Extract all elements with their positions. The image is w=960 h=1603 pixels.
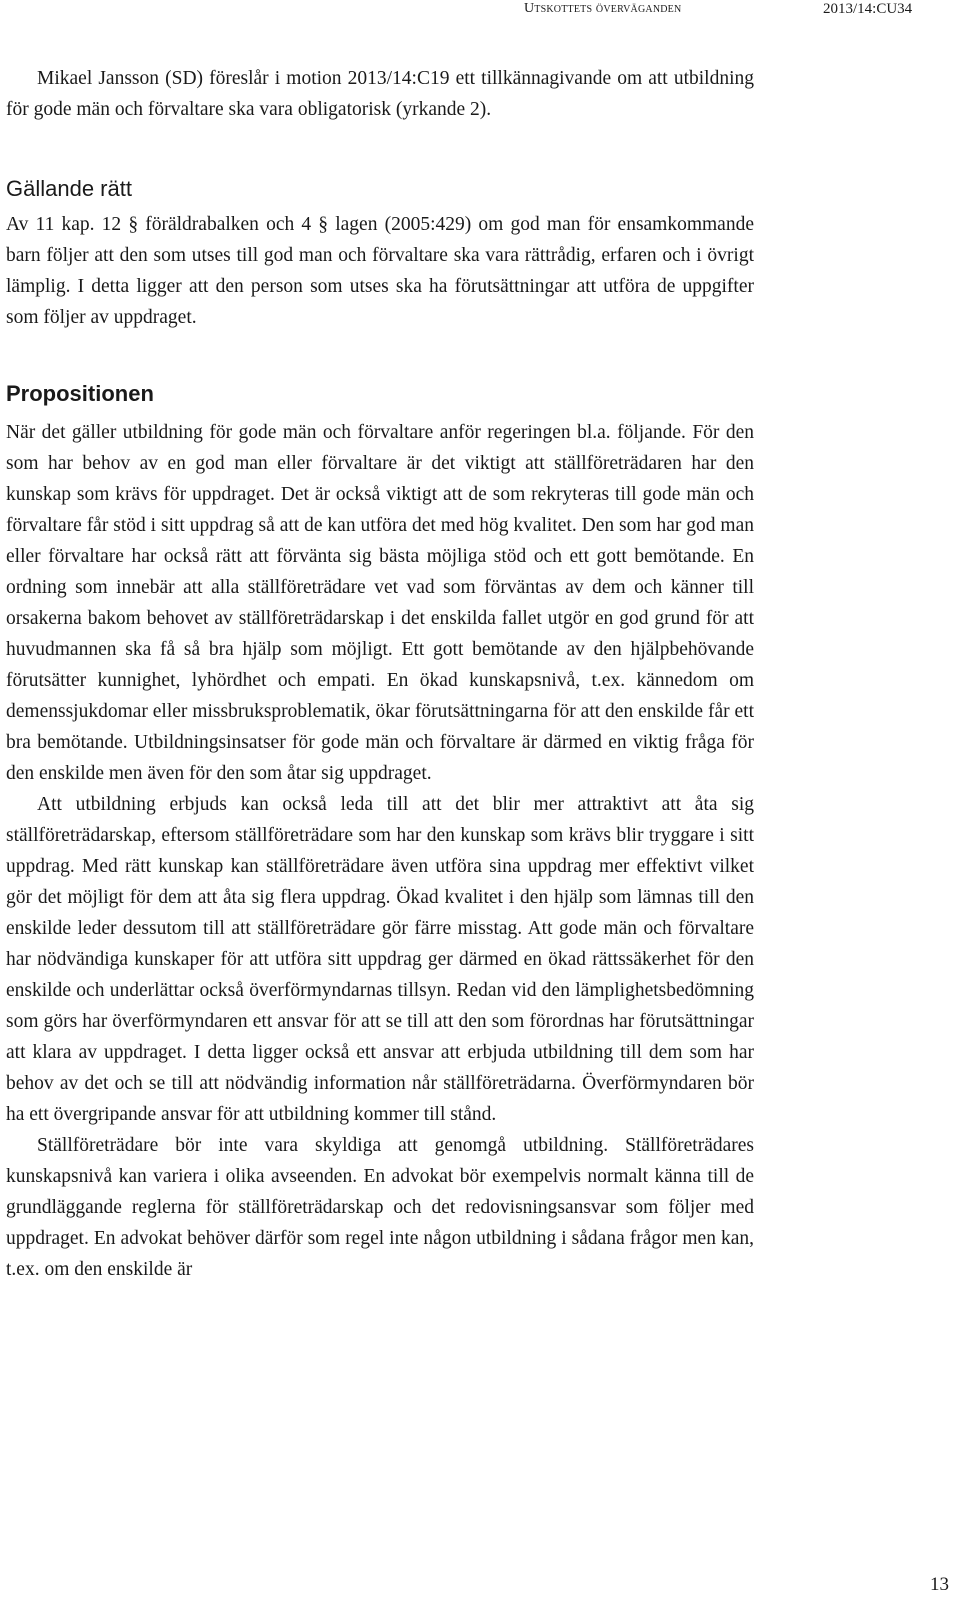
page-number: 13 bbox=[930, 1574, 949, 1595]
propositionen-paragraph-3: Ställföreträdare bör inte vara skyldiga att genomgå utbildning. Ställföreträdares kunskapsnivå kan variera i olika avseenden. En advokat bör exempelvis normalt känna till de grundläggande reglerna för ställföreträdarskap och det redovisningsansvar som följer med uppdraget. En advokat behöver därför som regel inte någon utbildning i sådana frågor men kan, t.ex. om den enskilde är bbox=[6, 1135, 754, 1280]
motion-paragraph: Mikael Jansson (SD) föreslår i motion 2013/14:C19 ett tillkännagivande om att utbildning för gode män och förvaltare ska vara obligatorisk (yrkande 2). bbox=[6, 68, 754, 120]
section-title: Utskottets överväganden bbox=[524, 1, 682, 16]
gallande-ratt-paragraph: Av 11 kap. 12 § föräldrabalken och 4 § lagen (2005:429) om god man för ensamkommande barn följer att den som utses till god man och förvaltare ska vara rättrådig, erfaren och i övrigt lämplig. I detta ligger att den person som utses ska ha förutsättningar att utföra de uppgifter som följer av uppdraget. bbox=[6, 214, 754, 328]
document-reference: 2013/14:CU34 bbox=[823, 1, 913, 17]
section-heading-propositionen: Propositionen bbox=[6, 381, 154, 406]
propositionen-paragraph-2: Att utbildning erbjuds kan också leda till att det blir mer attraktivt att åta sig ställföreträdarskap, eftersom ställföreträdare som har den kunskap som krävs blir tryggare i sitt uppdrag. Med rätt kunskap kan ställföreträdare även utföra sina uppdrag mer effektivt vilket gör det möjligt för dem att åta sig flera uppdrag. Ökad kvalitet i den hjälp som lämnas till den enskilde leder dessutom till att ställföreträdare gör färre misstag. Att gode män och förvaltare har nödvändiga kunskaper för att utföra sitt uppdrag ger därmed en ökad rättssäkerhet för den enskilde och underlättar också överförmyndarnas tillsyn. Redan vid den lämplighetsbedömning som görs har överförmyndaren ett ansvar för att se till att den som förordnas har förutsättningar att klara av uppdraget. I detta ligger också ett ansvar att erbjuda utbildning till dem som har behov av det och se till att nödvändig information når ställföreträdarna. Överförmyndaren bör ha ett övergripande ansvar för att utbildning kommer till stånd. bbox=[6, 794, 754, 1125]
propositionen-paragraph-1: När det gäller utbildning för gode män och förvaltare anför regeringen bl.a. följande. För den som har behov av en god man eller förvaltare är det viktigt att ställföreträdaren har den kunskap som krävs för uppdraget. Det är också viktigt att de som rekryteras till gode män och förvaltare får stöd i sitt uppdrag så att de kan utföra det med hög kvalitet. Den som har god man eller förvaltare har också rätt att förvänta sig bästa möjliga stöd och ett gott bemötande. En ordning som innebär att alla ställföreträdare vet vad som förväntas av dem och känner till orsakerna bakom behovet av ställföreträdarskap i det enskilda fallet utgör en god grund för att huvudmannen ska få så bra hjälp som möjligt. Ett gott bemötande av den hjälpbehövande förutsätter kunnighet, lyhördhet och empati. En ökad kunskapsnivå, t.ex. kännedom om demenssjukdomar eller missbruksproblematik, ökar förutsättningarna för att den enskilde får ett bra bemötande. Utbildningsinsatser för gode män och förvaltare är därmed en viktig fråga för den enskilde men även för den som åtar sig uppdraget. bbox=[6, 422, 754, 784]
section-heading-gallande-ratt: Gällande rätt bbox=[6, 176, 132, 201]
document-body bbox=[6, 63, 754, 1285]
running-header bbox=[0, 0, 960, 20]
